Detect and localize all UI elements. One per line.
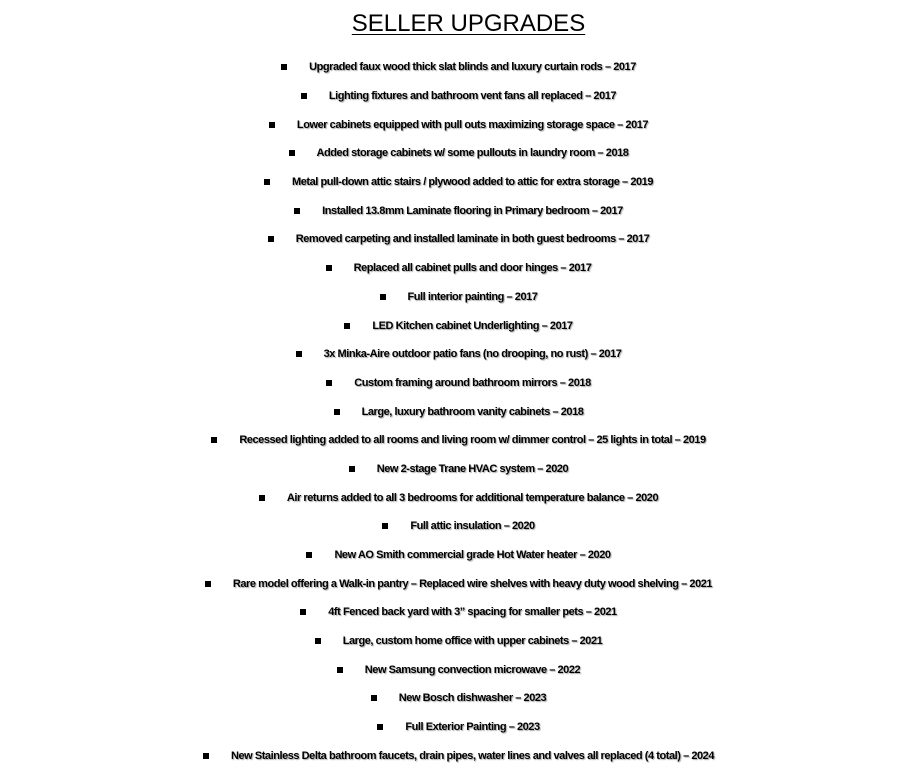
list-item-text: Metal pull-down attic stairs / plywood added to attic for extra storage – 2019 (292, 176, 653, 189)
list-item (0, 340, 917, 369)
list-item (0, 742, 917, 771)
square-bullet-icon (334, 409, 340, 415)
square-bullet-icon (371, 695, 377, 701)
square-bullet-icon (344, 323, 350, 329)
square-bullet-icon (377, 724, 383, 730)
document-title: SELLER UPGRADES (351, 10, 586, 37)
square-bullet-icon (294, 208, 300, 214)
square-bullet-icon (281, 64, 287, 70)
square-bullet-icon (205, 581, 211, 587)
square-bullet-icon (326, 380, 332, 386)
list-item-text: Large, luxury bathroom vanity cabinets – 2018 (361, 405, 584, 418)
square-bullet-icon (203, 753, 209, 759)
list-item-text: Removed carpeting and installed laminate in both guest bedrooms – 2017 (295, 233, 650, 246)
list-item-text: New Stainless Delta bathroom faucets, drain pipes, water lines and valves all replaced (4 total) – 2024 (230, 749, 715, 762)
list-item (0, 139, 917, 168)
list-item (0, 598, 917, 627)
list-item (0, 426, 917, 455)
square-bullet-icon (259, 495, 265, 501)
list-item (0, 541, 917, 570)
list-item (0, 627, 917, 656)
list-item (0, 684, 917, 713)
square-bullet-icon (301, 93, 307, 99)
list-item-text: Recessed lighting added to all rooms and living room w/ dimmer control – 25 lights in total – 2019 (239, 434, 706, 447)
list-item-text: Replaced all cabinet pulls and door hinges – 2017 (353, 262, 592, 275)
square-bullet-icon (349, 466, 355, 472)
list-item-text: LED Kitchen cabinet Underlighting – 2017 (372, 319, 573, 332)
list-item (0, 82, 917, 111)
square-bullet-icon (300, 609, 306, 615)
square-bullet-icon (264, 179, 270, 185)
list-item-text: Full attic insulation – 2020 (410, 520, 535, 533)
list-item (0, 168, 917, 197)
square-bullet-icon (269, 122, 275, 128)
list-item-text: Lower cabinets equipped with pull outs maximizing storage space – 2017 (296, 118, 649, 131)
list-item (0, 397, 917, 426)
square-bullet-icon (382, 523, 388, 529)
list-item-text: Air returns added to all 3 bedrooms for additional temperature balance – 2020 (286, 491, 659, 504)
list-item (0, 225, 917, 254)
list-item (0, 483, 917, 512)
list-item-text: Installed 13.8mm Laminate flooring in Primary bedroom – 2017 (322, 204, 623, 217)
list-item (0, 283, 917, 312)
list-item (0, 311, 917, 340)
list-item-text: Full interior painting – 2017 (407, 290, 538, 303)
list-item-text: New Bosch dishwasher – 2023 (398, 692, 547, 705)
list-item (0, 110, 917, 139)
list-item-text: New 2-stage Trane HVAC system – 2020 (376, 462, 569, 475)
list-item-text: 4ft Fenced back yard with 3” spacing for smaller pets – 2021 (328, 606, 617, 619)
list-item-text: Custom framing around bathroom mirrors – 2018 (354, 376, 591, 389)
square-bullet-icon (211, 437, 217, 443)
list-item-text: Large, custom home office with upper cabinets – 2021 (342, 635, 603, 648)
list-item (0, 369, 917, 398)
square-bullet-icon (380, 294, 386, 300)
square-bullet-icon (326, 265, 332, 271)
square-bullet-icon (268, 236, 274, 242)
upgrade-list (0, 53, 917, 770)
list-item (0, 53, 917, 82)
list-item (0, 254, 917, 283)
list-item-text: Added storage cabinets w/ some pullouts in laundry room – 2018 (316, 147, 629, 160)
square-bullet-icon (306, 552, 312, 558)
square-bullet-icon (289, 150, 295, 156)
list-item-text: New AO Smith commercial grade Hot Water heater – 2020 (334, 549, 611, 562)
square-bullet-icon (296, 351, 302, 357)
list-item-text: 3x Minka-Aire outdoor patio fans (no drooping, no rust) – 2017 (323, 348, 622, 361)
list-item-text: Upgraded faux wood thick slat blinds and luxury curtain rods – 2017 (309, 61, 636, 74)
list-item (0, 569, 917, 598)
list-item-text: Rare model offering a Walk-in pantry – Replaced wire shelves with heavy duty wood shelving – 2021 (232, 577, 713, 590)
list-item-text: Full Exterior Painting – 2023 (405, 721, 540, 734)
list-item (0, 455, 917, 484)
square-bullet-icon (337, 667, 343, 673)
list-item (0, 196, 917, 225)
square-bullet-icon (315, 638, 321, 644)
list-item-text: Lighting fixtures and bathroom vent fans all replaced – 2017 (328, 90, 617, 103)
list-item (0, 713, 917, 742)
list-item-text: New Samsung convection microwave – 2022 (364, 663, 581, 676)
list-item (0, 512, 917, 541)
list-item (0, 655, 917, 684)
